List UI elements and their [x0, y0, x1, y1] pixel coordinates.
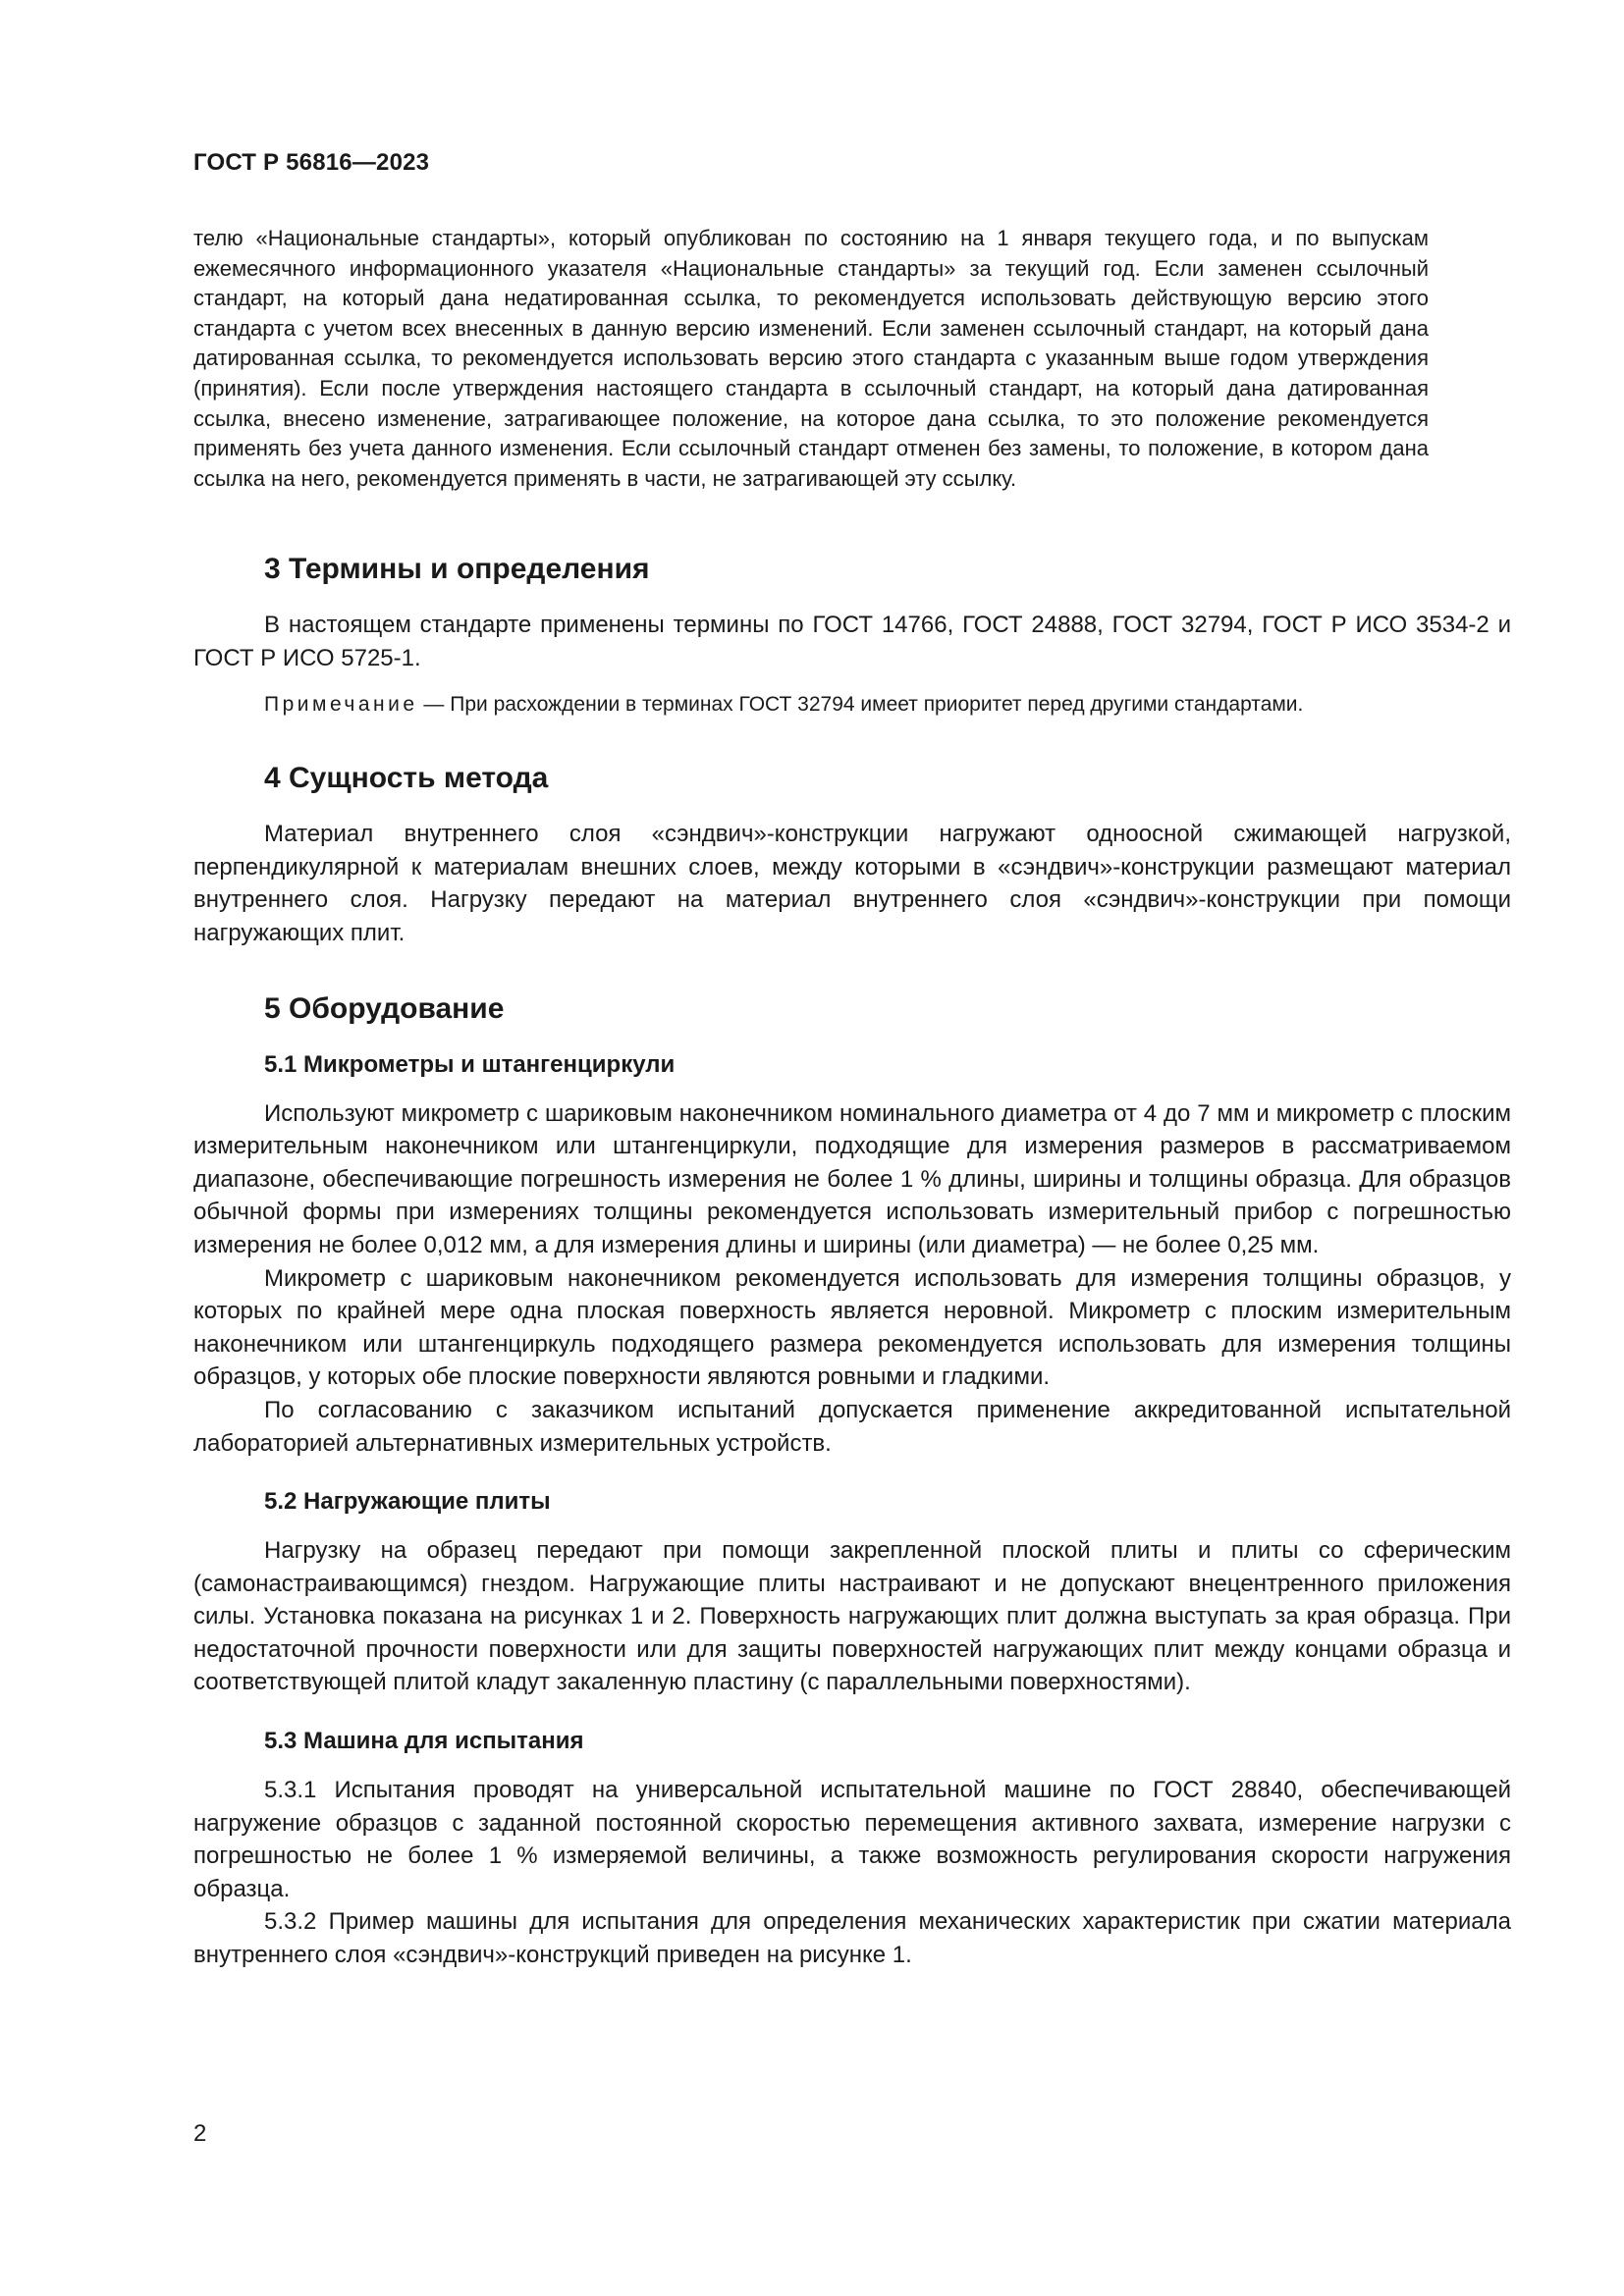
main-content — [193, 550, 1511, 1972]
intro-paragraph: телю «Национальные стандарты», который опубликован по состоянию на 1 января текущего года, и по выпускам ежемесячного информационного указателя «Национальные стандарты» за текущий год. Если заменен ссылочный стандарт, на который дана недатированная ссылка, то рекомендуется использовать действующую версию этого стандарта с учетом всех внесенных в данную версию изменений. Если заменен ссылочный стандарт, на который дана датированная ссылка, то рекомендуется использовать версию этого стандарта с указанным выше годом утверждения (принятия). Если после утверждения настоящего стандарта в ссылочный стандарт, на который дана датированная ссылка, внесено изменение, затрагивающее положение, на которое дана ссылка, то это положение рекомендуется применять без учета данного изменения. Если ссылочный стандарт отменен без замены, то положение, в котором дана ссылка на него, рекомендуется применять в части, не затрагивающей эту ссылку. — [193, 226, 1429, 491]
section-3-paragraph: В настоящем стандарте применены термины по ГОСТ 14766, ГОСТ 24888, ГОСТ 32794, ГОСТ Р ИСО 3534-2 и ГОСТ Р ИСО 5725-1. — [193, 612, 1511, 671]
page-number: 2 — [193, 2120, 207, 2147]
section-3-title: 3 Термины и определения — [264, 553, 650, 585]
document-header: ГОСТ Р 56816—2023 — [193, 149, 430, 176]
subsection-5-1-paragraph-1: Используют микрометр с шариковым наконечником номинального диаметра от 4 до 7 мм и микрометр с плоским измерительным наконечником или штангенциркули, подходящие для измерения размеров в рассматриваемом диапазоне, обеспечивающие погрешность измерения не более 1 % длины, ширины и толщины образца. Для образцов обычной формы при измерениях толщины рекомендуется использовать измерительный прибор с погрешностью измерения не более 0,012 мм, а для измерения длины и ширины (или диаметра) — не более 0,25 мм. — [193, 1099, 1511, 1258]
section-4-title: 4 Сущность метода — [264, 762, 549, 795]
section-4-paragraph: Материал внутреннего слоя «сэндвич»-конструкции нагружают одноосной сжимающей нагрузкой, перпендикулярной к материалам внешних слоев, между которыми в «сэндвич»-конструкции размещают материал внутреннего слоя. Нагрузку передают на материал внутреннего слоя «сэндвич»-конструкции при помощи нагружающих плит. — [193, 821, 1511, 946]
section-3-note — [193, 690, 1511, 720]
note-label: Примечание — [264, 693, 418, 717]
subsection-5-1-title: 5.1 Микрометры и штангенциркули — [264, 1050, 676, 1078]
note-text: — При расхождении в терминах ГОСТ 32794 имеет приоритет перед другими стандартами. — [417, 693, 1304, 717]
subsection-5-2-paragraph: Нагрузку на образец передают при помощи закрепленной плоской плиты и плиты со сферическим (самонастраивающимся) гнездом. Нагружающие плиты настраивают и не допускают внецентренного приложения силы. Установка показана на рисунках 1 и 2. Поверхность нагружающих плит должна выступать за края образца. При недостаточной прочности поверхности или для защиты поверхностей нагружающих плит между концами образца и соответствующей плитой кладут закаленную пластину (с параллельными поверхностями). — [193, 1537, 1511, 1696]
subsection-5-3-paragraph-1: 5.3.1 Испытания проводят на универсальной испытательной машине по ГОСТ 28840, обеспечивающей нагружение образцов с заданной постоянной скоростью перемещения активного захвата, измерение нагрузки с погрешностью не более 1 % измеряемой величины, а также возможность регулирования скорости нагружения образца. — [193, 1777, 1511, 1902]
subsection-5-1-paragraph-3: По согласованию с заказчиком испытаний допускается применение аккредитованной испытательной лабораторией альтернативных измерительных устройств. — [193, 1396, 1511, 1457]
section-5-title: 5 Оборудование — [264, 991, 505, 1025]
subsection-5-3-title: 5.3 Машина для испытания — [264, 1728, 584, 1755]
subsection-5-3-paragraph-2: 5.3.2 Пример машины для испытания для определения механических характеристик при сжатии материала внутреннего слоя «сэндвич»-конструкций приведен на рисунке 1. — [193, 1908, 1511, 1969]
subsection-5-1-paragraph-2: Микрометр с шариковым наконечником рекомендуется использовать для измерения толщины образцов, у которых по крайней мере одна плоская поверхность является неровной. Микрометр с плоским измерительным наконечником или штангенциркуль подходящего размера рекомендуется использовать для измерения толщины образцов, у которых обе плоские поверхности являются ровными и гладкими. — [193, 1264, 1511, 1391]
subsection-5-2-title: 5.2 Нагружающие плиты — [264, 1488, 551, 1516]
